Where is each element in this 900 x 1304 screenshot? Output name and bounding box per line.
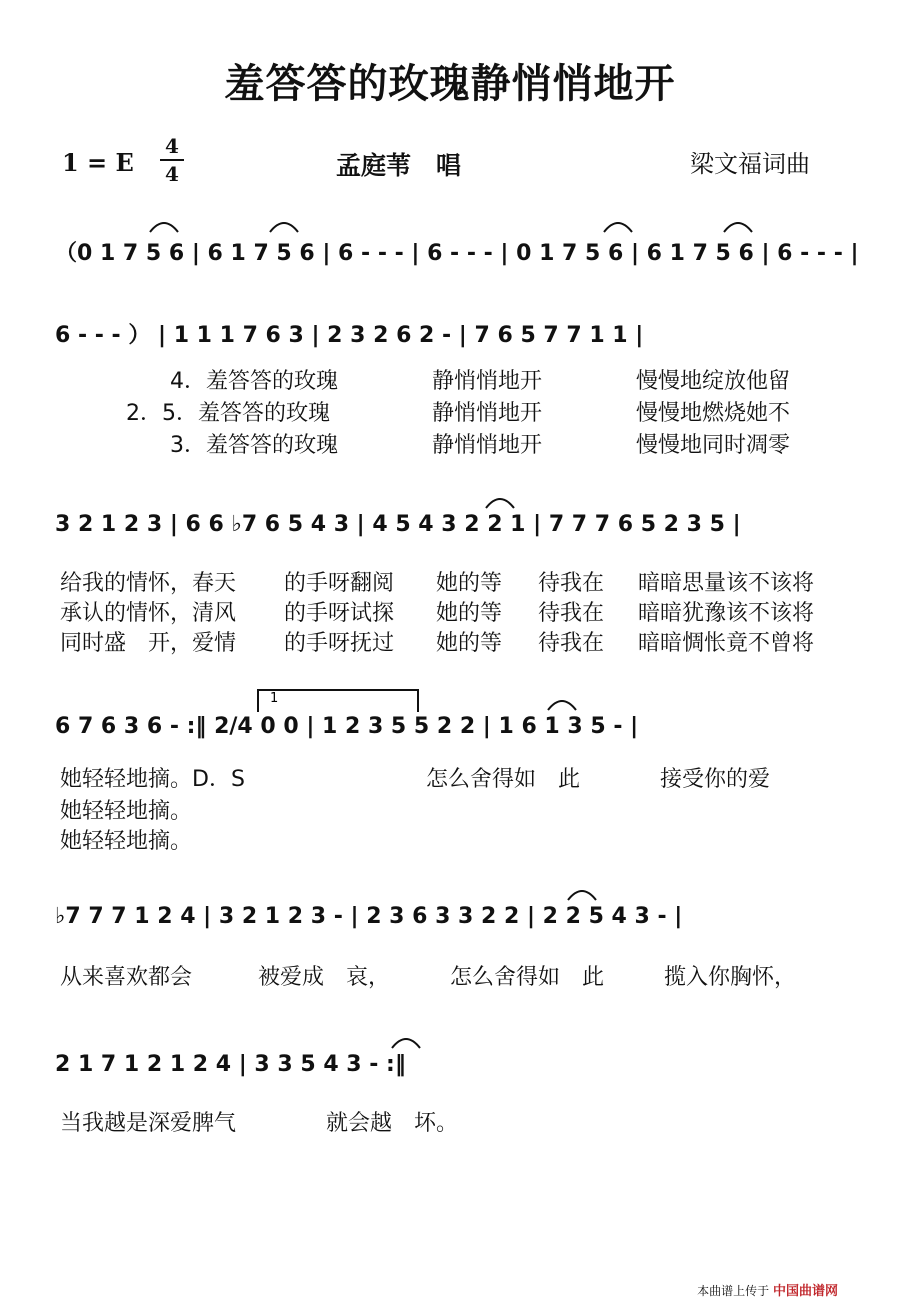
notation-row-1: （0 1 7 5 6 | 6 1 7 5 6 | 6 - - - | 6 - - - | 0 1 7 5 6 | 6 1 7 5 6 | 6 - - - |: [55, 241, 859, 266]
lyric-6-1: 当我越是深爱脾气: [60, 1111, 237, 1136]
song-title: 羞答答的玫瑰静悄悄地开: [224, 61, 676, 107]
lyric-4c: 她轻轻地摘。: [60, 829, 193, 854]
footer-prefix: 本曲谱上传于: [697, 1284, 770, 1298]
lyric-3a-5: 暗暗思量该不该将: [638, 571, 815, 596]
lyric-3b-4: 待我在: [538, 601, 605, 626]
volta-number: 1: [270, 691, 279, 706]
verse-2-a: 2．5．羞答答的玫瑰: [126, 401, 330, 426]
volta-bracket: [258, 690, 418, 712]
notation-row-4: 6 7 6 3 6 - :‖ 2/4 0 0 | 1 2 3 5 5 2 2 | 1 6 1 3 5 - |: [55, 714, 639, 739]
footer-brand[interactable]: 中国曲谱网: [772, 1284, 838, 1299]
verse-2-c: 慢慢地燃烧她不: [636, 401, 791, 426]
lyric-3a-4: 待我在: [538, 571, 605, 596]
lyric-3c-5: 暗暗惆怅竟不曾将: [638, 631, 815, 656]
verse-3-a: 3．羞答答的玫瑰: [170, 433, 338, 458]
lyric-3c-1: 同时盛 开，爱情: [60, 631, 237, 656]
lyric-5-4: 揽入你胸怀，: [664, 965, 797, 990]
lyric-5-2: 被爱成 哀，: [258, 965, 391, 990]
slurs: [150, 223, 752, 1048]
verse-3-b: 静悄悄地开: [432, 433, 543, 458]
verse-1-b: 静悄悄地开: [432, 369, 543, 394]
lyric-6-2: 就会越 坏。: [326, 1111, 459, 1136]
notation-row-6: 2 1 7 1 2 1 2 4 | 3 3 5 4 3 - :‖: [55, 1052, 406, 1077]
lyric-4b: 她轻轻地摘。: [60, 799, 193, 824]
time-sig-bottom: 4: [165, 162, 179, 186]
lyric-3c-3: 她的等: [436, 631, 503, 656]
notation-row-2: 6 - - - ） | 1 1 1 7 6 3 | 2 3 2 6 2 - | 7 6 5 7 7 1 1 |: [55, 323, 644, 348]
lyric-4a-2: 怎么舍得如 此: [426, 767, 581, 792]
composer-credit: 梁文福词曲: [690, 150, 810, 178]
lyric-4a-1: 她轻轻地摘。D．S: [60, 767, 245, 792]
notation-row-3: 3 2 1 2 3 | 6 6 ♭7 6 5 4 3 | 4 5 4 3 2 2 1 | 7 7 7 6 5 2 3 5 |: [55, 512, 741, 537]
lyric-3c-2: 的手呀抚过: [284, 631, 395, 656]
lyric-3a-2: 的手呀翻阅: [284, 571, 395, 596]
time-sig-top: 4: [165, 134, 179, 158]
lyric-3b-1: 承认的情怀，清风: [60, 601, 237, 626]
lyric-5-1: 从来喜欢都会: [60, 965, 193, 990]
key-signature: 1 = E: [62, 148, 134, 177]
lyric-3b-2: 的手呀试探: [284, 601, 395, 626]
verse-2-b: 静悄悄地开: [432, 401, 543, 426]
verse-1-c: 慢慢地绽放他留: [636, 369, 791, 394]
verse-1-a: 4．羞答答的玫瑰: [170, 369, 338, 394]
lyric-3c-4: 待我在: [538, 631, 605, 656]
lyric-5-3: 怎么舍得如 此: [450, 965, 605, 990]
singer-credit: 孟庭苇 唱: [336, 151, 462, 180]
lyric-3b-3: 她的等: [436, 601, 503, 626]
notation-row-5: ♭7 7 7 1 2 4 | 3 2 1 2 3 - | 2 3 6 3 3 2 2 | 2 2 5 4 3 - |: [55, 904, 683, 929]
footer-credit: [697, 1280, 838, 1299]
lyric-3a-1: 给我的情怀，春天: [60, 571, 237, 596]
lyric-3b-5: 暗暗犹豫该不该将: [638, 601, 815, 626]
lyric-4a-3: 接受你的爱: [660, 767, 771, 792]
lyric-3a-3: 她的等: [436, 571, 503, 596]
verse-3-c: 慢慢地同时凋零: [636, 433, 791, 458]
